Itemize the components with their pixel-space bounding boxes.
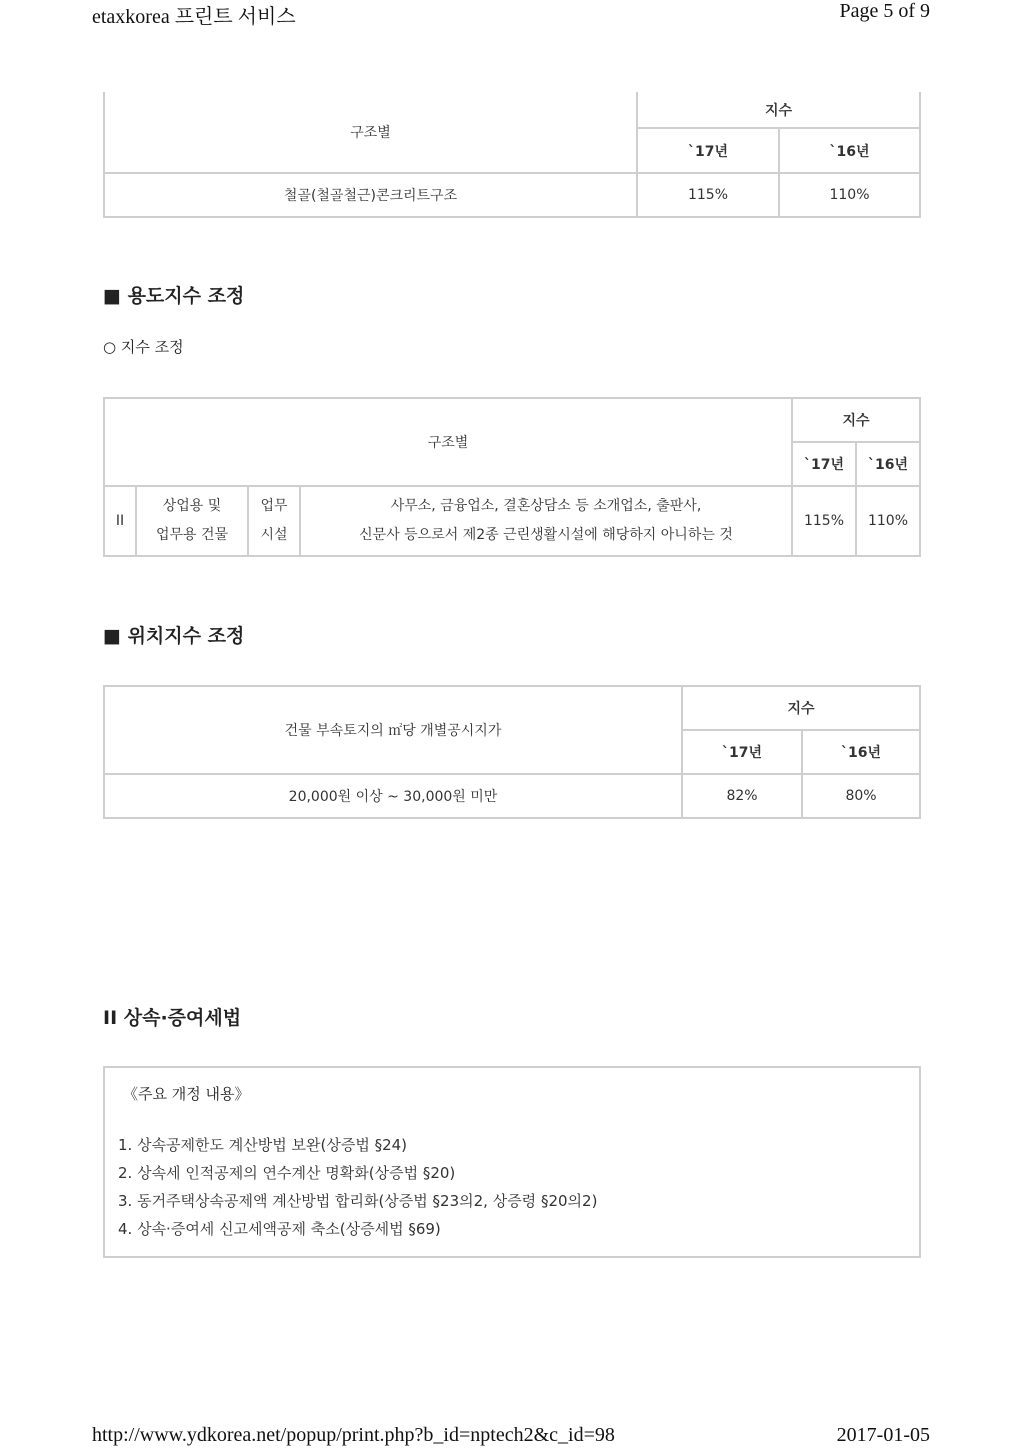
list-item: 2. 상속세 인적공제의 연수계산 명확화(상증법 §20) xyxy=(118,1164,456,1182)
usage-index-table xyxy=(103,397,921,557)
description-cell xyxy=(300,486,792,556)
print-header-title: etaxkorea 프린트 서비스 xyxy=(92,6,296,28)
col-index: 지수 xyxy=(682,686,920,730)
type-cell xyxy=(248,486,300,556)
table-row xyxy=(104,486,920,556)
col-2016: `16년 xyxy=(856,442,920,486)
col-structure: 구조별 xyxy=(104,398,792,486)
subheading-index-adjust: ○ 지수 조정 xyxy=(103,338,184,356)
col-land-price: 건물 부속토지의 ㎡당 개별공시지가 xyxy=(104,686,682,774)
section-heading-inheritance: II 상속·증여세법 xyxy=(103,1007,242,1029)
col-structure: 구조별 xyxy=(104,92,637,173)
section-heading-location: ■ 위치지수 조정 xyxy=(103,625,245,647)
footer-url: http://www.ydkorea.net/popup/print.php?b_id=nptech2&c_id=98 xyxy=(92,1424,615,1446)
category-line-2: 업무용 건물 xyxy=(155,527,229,543)
location-index-table xyxy=(103,685,921,819)
value-2017-cell: 115% xyxy=(637,173,779,217)
list-item: 4. 상속·증여세 신고세액공제 축소(상증세법 §69) xyxy=(118,1220,441,1238)
value-2016-cell: 110% xyxy=(856,486,920,556)
type-line-1: 업무 xyxy=(260,498,288,514)
price-range-cell: 20,000원 이상 ~ 30,000원 미만 xyxy=(104,774,682,818)
structure-index-table xyxy=(103,92,921,218)
description-line-1: 사무소, 금융업소, 결혼상담소 등 소개업소, 출판사, xyxy=(390,498,702,514)
key-revisions-box xyxy=(103,1066,921,1258)
col-2017: `17년 xyxy=(682,730,802,774)
value-2016-cell: 110% xyxy=(779,173,920,217)
list-item: 3. 동거주택상속공제액 계산방법 합리화(상증법 §23의2, 상증령 §20의2) xyxy=(118,1192,598,1210)
table-row xyxy=(104,173,920,217)
value-2017-cell: 115% xyxy=(792,486,856,556)
page-number: Page 5 of 9 xyxy=(839,0,930,22)
footer-date: 2017-01-05 xyxy=(836,1424,930,1446)
revision-list xyxy=(118,1134,597,1246)
col-index: 지수 xyxy=(792,398,920,442)
description-line-2: 신문사 등으로서 제2종 근린생활시설에 해당하지 아니하는 것 xyxy=(359,527,733,543)
row-number-cell: II xyxy=(104,486,136,556)
type-line-2: 시설 xyxy=(260,527,288,543)
value-2017-cell: 82% xyxy=(682,774,802,818)
value-2016-cell: 80% xyxy=(802,774,920,818)
col-2017: `17년 xyxy=(792,442,856,486)
category-cell xyxy=(136,486,248,556)
col-2016: `16년 xyxy=(779,128,920,173)
section-heading-usage: ■ 용도지수 조정 xyxy=(103,285,245,307)
col-index: 지수 xyxy=(637,92,920,128)
structure-cell: 철골(철골철근)콘크리트구조 xyxy=(104,173,637,217)
col-2016: `16년 xyxy=(802,730,920,774)
table-row xyxy=(104,774,920,818)
list-item: 1. 상속공제한도 계산방법 보완(상증법 §24) xyxy=(118,1136,408,1154)
category-line-1: 상업용 및 xyxy=(162,498,222,514)
col-2017: `17년 xyxy=(637,128,779,173)
box-title: 《주요 개정 내용》 xyxy=(123,1085,250,1103)
